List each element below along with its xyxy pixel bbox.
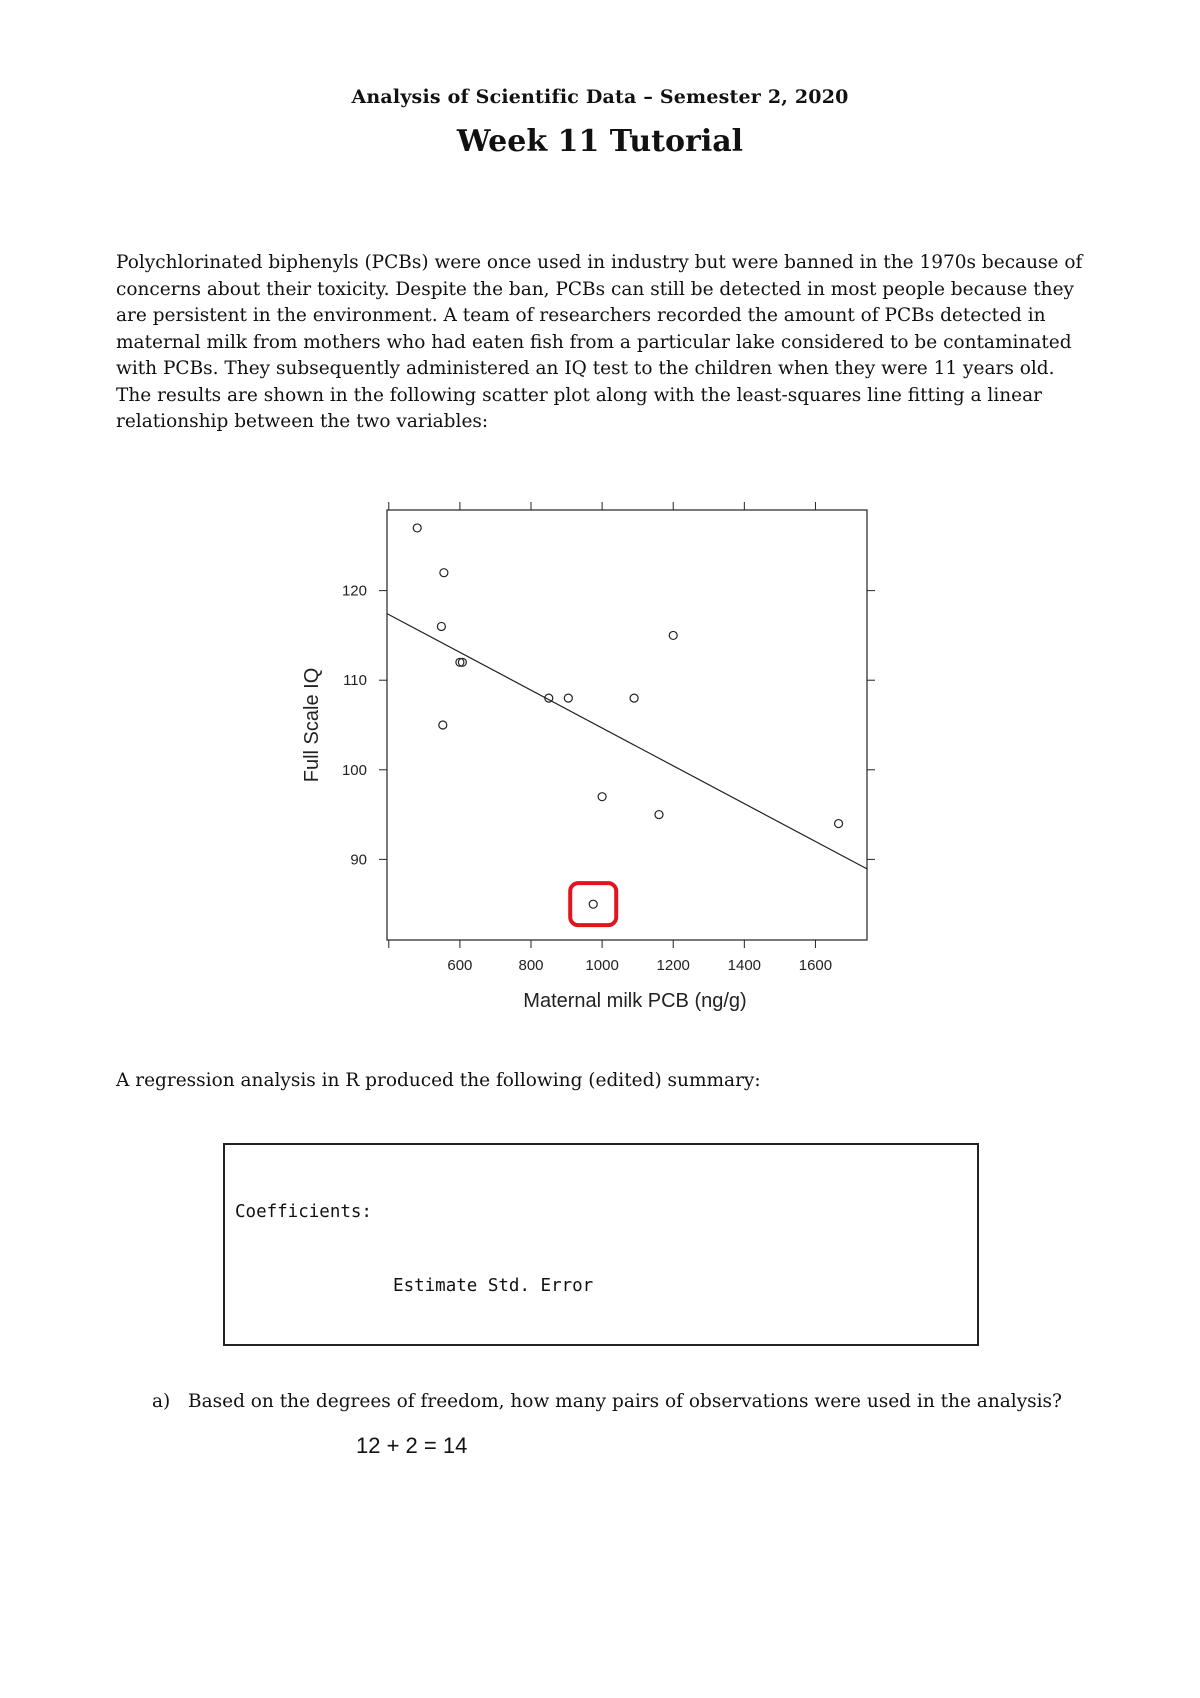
data-point [655,811,663,819]
intro-paragraph [116,250,1101,436]
intro-line: Polychlorinated biphenyls (PCBs) were once used in industry but were banned in the 1970s because of [116,252,1083,273]
question-a [152,1391,1062,1412]
data-point [439,721,447,729]
y-tick-label: 120 [341,582,367,600]
data-point [669,631,677,639]
intro-line: relationship between the two variables: [116,411,489,432]
question-text: Based on the degrees of freedom, how many pairs of observations were used in the analysis? [188,1391,1062,1412]
question-label: a) [152,1391,171,1412]
r-output-box [223,1143,979,1346]
intro-line: are persistent in the environment. A team of researchers recorded the amount of PCBs detected in [116,305,1046,326]
intro-line: concerns about their toxicity. Despite the ban, PCBs can still be detected in most people because they [116,278,1074,300]
x-tick-label: 600 [447,957,473,974]
x-tick-label: 1600 [798,957,833,974]
intro-line: with PCBs. They subsequently administered an IQ test to the children when they were 11 years old. [116,358,1055,379]
page-title: Week 11 Tutorial [456,124,744,159]
y-tick-label: 110 [343,672,367,690]
data-point [564,694,572,702]
data-point [440,569,448,577]
y-axis-label: Full Scale IQ [301,667,323,783]
intro-line: The results are shown in the following scatter plot along with the least-squares line fitting a linear [116,384,1042,406]
data-point [630,694,638,702]
x-axis-label: Maternal milk PCB (ng/g) [523,990,747,1012]
x-tick-label: 1000 [585,957,619,974]
intro-line: maternal milk from mothers who had eaten fish from a particular lake considered to be contaminated [116,331,1072,353]
x-tick-label: 1400 [727,957,762,974]
x-tick-label: 800 [518,957,544,974]
regression-intro: A regression analysis in R produced the following (edited) summary: [116,1070,761,1091]
data-point [437,622,445,630]
answer-a: 12 + 2 = 14 [356,1433,468,1458]
r-output-line: Coefficients: [235,1202,372,1223]
plot-frame [387,510,867,940]
data-point [589,900,597,908]
data-point [598,793,606,801]
data-point [413,524,421,532]
scatter-plot [280,485,900,1025]
data-point [835,820,843,828]
r-output-line: Estimate Std. Error [235,1275,594,1296]
course-header: Analysis of Scientific Data – Semester 2, 2020 [351,86,849,108]
y-tick-label: 90 [350,851,367,869]
highlight-box [570,883,616,925]
y-tick-label: 100 [341,761,367,779]
regression-line [387,614,867,869]
x-tick-label: 1200 [656,957,690,974]
